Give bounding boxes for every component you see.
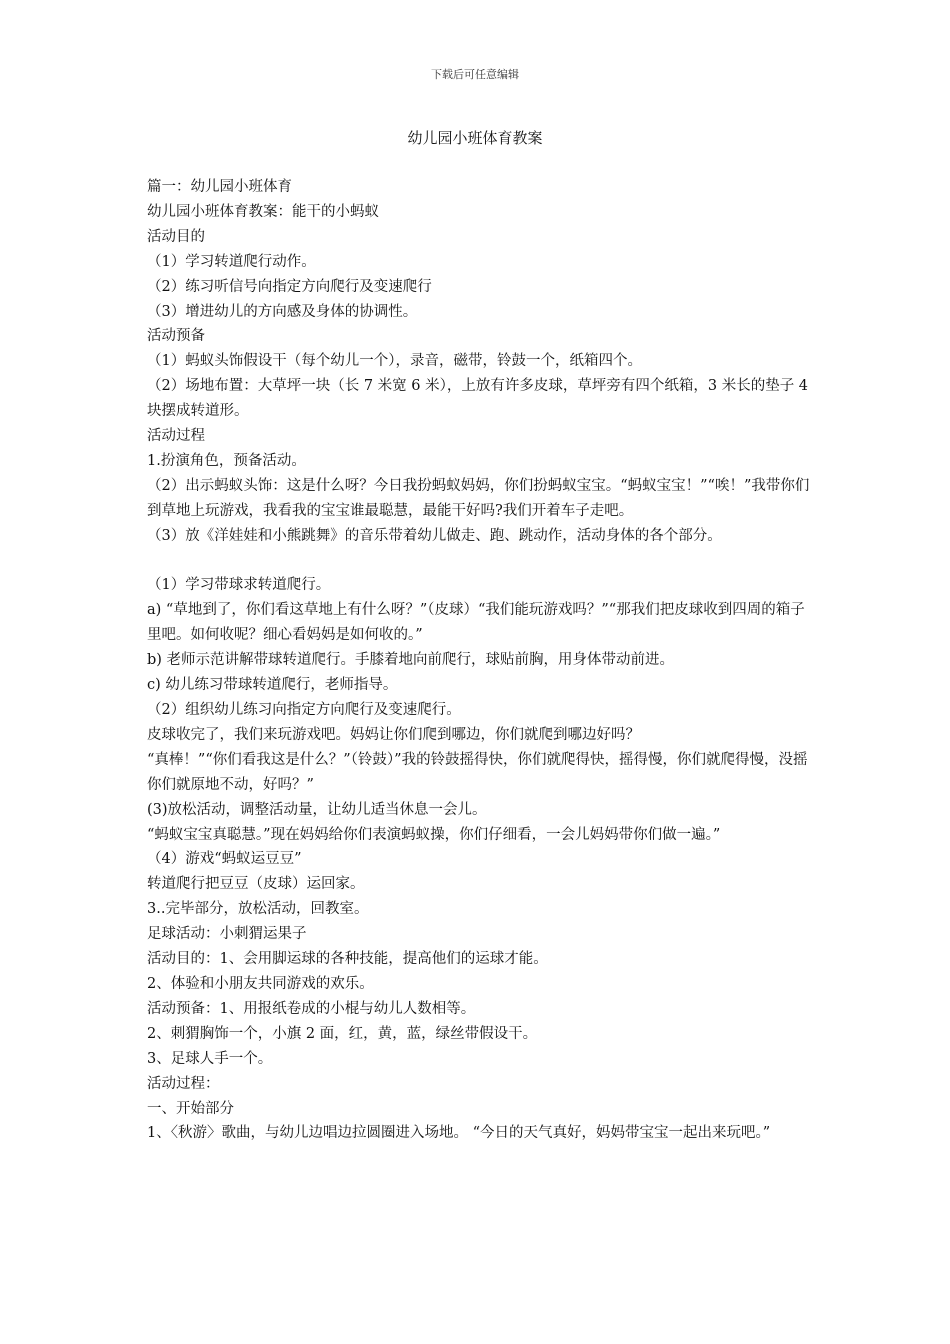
paragraph: （2）组织幼儿练习向指定方向爬行及变速爬行。 [147,702,461,719]
section-heading: 活动预备 [147,328,205,345]
paragraph: 2、体验和小朋友共同游戏的欢乐。 [147,975,374,992]
paragraph: （2）出示蚂蚁头饰：这是什么呀？今日我扮蚂蚁妈妈，你们扮蚂蚁宝宝。“蚂蚁宝宝！”“唉！”我带你们到草地上玩游戏，我看我的宝宝谁最聪慧，最能干好吗?我们开着车子走吧。 [147,477,810,519]
paragraph: 1.扮演角色，预备活动。 [147,452,306,469]
section-heading: 足球活动：小刺猬运果子 [147,926,307,943]
paragraph: （2）场地布置：大草坪一块（长 7 米宽 6 米），上放有许多皮球，草坪旁有四个纸箱，3 米长的垫子 4 块摆成转道形。 [147,378,809,420]
paragraph: 幼儿园小班体育教案：能干的小蚂蚁 [147,203,379,220]
paragraph: （1）学习转道爬行动作。 [147,253,316,270]
document-title: 幼儿园小班体育教案 [407,129,543,147]
paragraph: 3、足球人手一个。 [147,1050,273,1067]
paragraph: （1）蚂蚁头饰假设干（每个幼儿一个），录音，磁带，铃鼓一个，纸箱四个。 [147,353,642,370]
section-heading: 活动过程 [147,428,205,445]
paragraph: c) 幼儿练习带球转道爬行，老师指导。 [147,677,398,694]
blank-line [147,549,819,574]
section-heading: 活动过程： [147,1075,220,1092]
paragraph: 2、刺猬胸饰一个，小旗 2 面，红，黄，蓝，绿丝带假设干。 [147,1025,538,1042]
paragraph: （1）学习带球求转道爬行。 [147,577,331,594]
paragraph: 活动预备：1、用报纸卷成的小棍与幼儿人数相等。 [147,1000,476,1017]
paragraph: 活动目的：1、会用脚运球的各种技能，提高他们的运球才能。 [147,951,548,968]
paragraph: 篇一：幼儿园小班体育 [147,179,292,195]
paragraph: （2）练习听信号向指定方向爬行及变速爬行 [147,278,432,295]
paragraph: 转道爬行把豆豆（皮球）运回家。 [147,876,365,893]
paragraph: 1、〈秋游〉歌曲，与幼儿边唱边拉圆圈进入场地。 “今日的天气真好，妈妈带宝宝一起出来玩吧。” [147,1125,771,1142]
paragraph: “蚂蚁宝宝真聪慧。”现在妈妈给你们表演蚂蚁操，你们仔细看，一会儿妈妈带你们做一遍。” [147,826,721,843]
paragraph: （3）放《洋娃娃和小熊跳舞》的音乐带着幼儿做走、跑、跳动作，活动身体的各个部分。 [147,527,722,544]
paragraph: (3)放松活动，调整活动量，让幼儿适当休息一会儿。 [147,801,487,818]
paragraph: a) “草地到了，你们看这草地上有什么呀？”（皮球）“我们能玩游戏吗？”“那我们把皮球收到四周的箱子里吧。如何收呢？细心看妈妈是如何收的。” [147,602,805,644]
page-header-note: 下载后可任意编辑 [431,68,519,81]
paragraph: 皮球收完了，我们来玩游戏吧。妈妈让你们爬到哪边，你们就爬到哪边好吗？ [147,726,640,743]
paragraph: b) 老师示范讲解带球转道爬行。手膝着地向前爬行，球贴前胸，用身体带动前进。 [147,652,675,669]
paragraph: 3..完毕部分，放松活动，回教室。 [147,901,369,918]
section-heading: 活动目的 [147,228,205,245]
paragraph: （4）游戏“蚂蚁运豆豆” [147,851,302,868]
document-body [147,175,819,1146]
paragraph: “真棒！”“你们看我这是什么？”（铃鼓）”我的铃鼓摇得快，你们就爬得快，摇得慢，你们就爬得慢，没摇你们就原地不动，好吗？” [147,751,808,793]
paragraph: 一、开始部分 [147,1100,234,1117]
paragraph: （3）增进幼儿的方向感及身体的协调性。 [147,303,418,320]
